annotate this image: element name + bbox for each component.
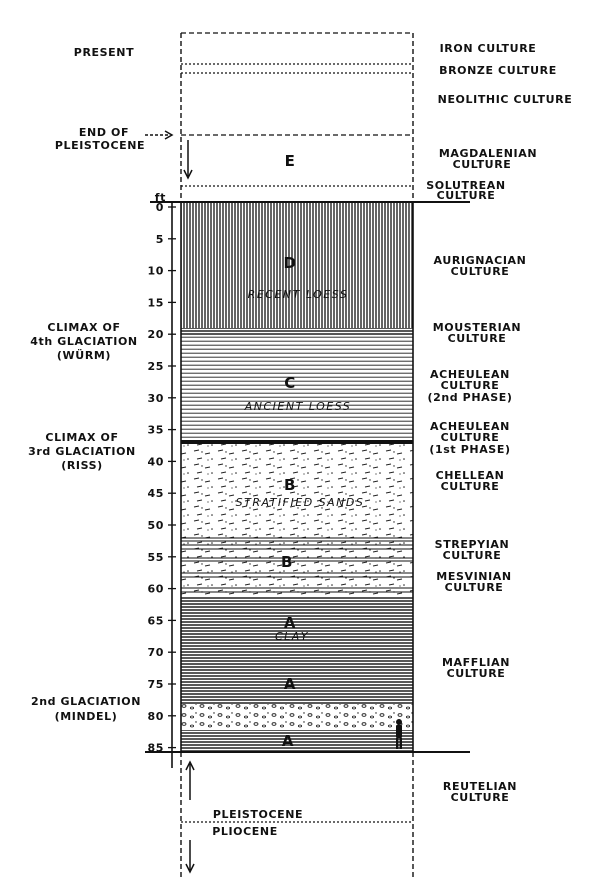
label-end-of-pleistocene-1: END OF [78,126,130,139]
culture-mesvinian-1: MESVINIAN [436,570,512,583]
scale-unit-label: ft [154,191,166,204]
culture-iron: IRON CULTURE [439,42,537,55]
layer-name-clay: CLAY [274,630,310,643]
scale-tick-label: 60 [147,582,164,596]
layer-a-gravel [181,704,413,730]
scale-tick-label: 5 [155,232,164,246]
depth-scale [147,191,176,768]
culture-solutrean-1: SOLUTREAN [426,179,506,192]
layer-b-stratified-sands [181,444,413,538]
scale-tick-label: 45 [147,487,164,501]
layer-c-ancient-loess [181,336,413,440]
scale-tick-label: 80 [147,709,164,723]
culture-acheulean-2-2: CULTURE [440,379,500,392]
scale-tick-label: 30 [147,391,164,405]
scale-tick-label: 65 [147,614,164,628]
scale-tick-label: 50 [147,519,164,532]
scale-tick-label: 10 [147,264,164,278]
culture-magdalenian-2: CULTURE [452,158,512,171]
layer-letter-a-lower: A [281,732,295,750]
culture-mousterian-1: MOUSTERIAN [432,321,522,334]
layer-letter-b-upper: B [283,476,297,494]
layer-d-c-boundary [181,328,413,336]
scale-tick-label: 20 [147,328,164,342]
layer-letter-c: C [284,374,296,392]
label-climax-4-3: (WÜRM) [56,349,112,362]
label-climax-3-2: 3rd GLACIATION [28,445,136,458]
layer-c-b-boundary [181,440,413,444]
scale-tick-label: 0 [155,201,164,214]
label-climax-3-3: (RISS) [61,459,103,472]
culture-aurignacian-2: CULTURE [450,265,510,278]
left-labels [28,46,145,723]
culture-labels [426,42,572,804]
label-glaciation-2-1: 2nd GLACIATION [30,695,142,708]
scale-tick-label: 40 [147,455,164,469]
label-climax-4-1: CLIMAX OF [47,321,121,334]
culture-reutelian-1: REUTELIAN [442,780,518,793]
culture-mesvinian-2: CULTURE [444,581,504,594]
scale-tick-label: 85 [147,741,164,755]
culture-chellean-1: CHELLEAN [435,469,505,482]
layer-d-recent-loess [181,202,413,328]
culture-aurignacian-1: AURIGNACIAN [433,254,527,267]
layer-letter-a-mid: A [283,675,297,693]
culture-magdalenian-1: MAGDALENIAN [438,147,538,160]
culture-acheulean-1-3: (1st PHASE) [429,443,511,456]
culture-acheulean-2-3: (2nd PHASE) [427,391,513,404]
label-present: PRESENT [73,46,135,59]
culture-mousterian-2: CULTURE [447,332,507,345]
layer-letter-b-lower: B [280,553,294,571]
strata-column [181,202,413,752]
layer-name-stratified-sands: STRATIFIED SANDS [235,496,365,509]
culture-reutelian-2: CULTURE [450,791,510,804]
scale-tick-label: 25 [147,360,164,373]
scale-tick-label: 75 [147,678,164,691]
layer-b-lower-bands [181,538,413,596]
scale-tick-label: 15 [147,296,164,310]
culture-solutrean-2: CULTURE [436,189,496,202]
culture-strepyian-2: CULTURE [442,549,502,562]
label-end-of-pleistocene-2: PLEISTOCENE [54,139,146,152]
layer-letter-d: D [283,254,297,272]
culture-mafflian-1: MAFFLIAN [441,656,511,669]
scale-tick-label: 70 [147,646,164,660]
layer-a-base [181,730,413,752]
label-climax-3-1: CLIMAX OF [45,431,119,444]
culture-mafflian-2: CULTURE [446,667,506,680]
layer-letter-a-upper: A [283,614,297,632]
layer-a-clay [181,596,413,704]
culture-neolithic: NEOLITHIC CULTURE [437,93,573,106]
scale-tick-label: 55 [147,550,164,564]
layer-letter-e: E [284,152,296,170]
culture-chellean-2: CULTURE [440,480,500,493]
label-glaciation-2-2: (MINDEL) [54,710,118,723]
label-pliocene: PLIOCENE [212,825,278,838]
label-pleistocene: PLEISTOCENE [212,808,304,821]
layer-name-recent-loess: RECENT LOESS [247,288,349,301]
culture-bronze: BRONZE CULTURE [439,64,557,77]
label-climax-4-2: 4th GLACIATION [30,335,138,348]
layer-name-ancient-loess: ANCIENT LOESS [244,400,352,413]
culture-acheulean-2-1: ACHEULEAN [430,368,510,381]
culture-strepyian-1: STREPYIAN [434,538,510,551]
culture-acheulean-1-2: CULTURE [440,431,500,444]
upper-column [181,33,413,202]
bottom-labels [212,808,303,838]
scale-tick-label: 35 [147,423,164,437]
culture-acheulean-1-1: ACHEULEAN [430,420,510,433]
